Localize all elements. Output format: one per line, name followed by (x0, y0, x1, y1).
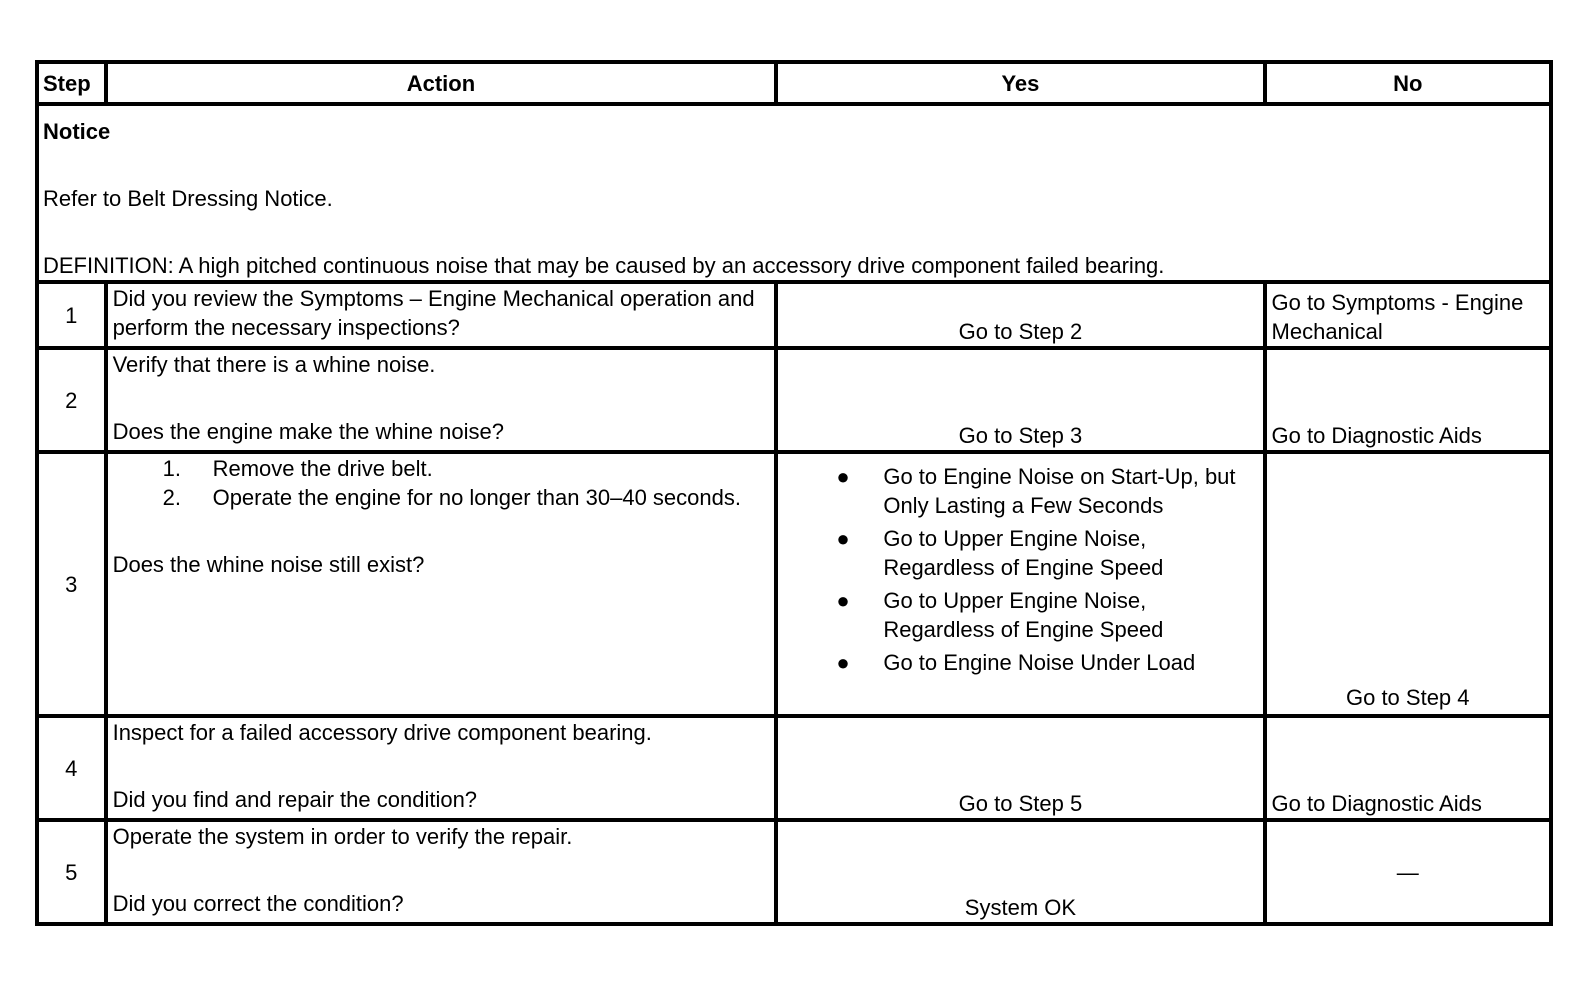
header-no: No (1265, 62, 1551, 104)
yes-cell: Go to Step 5 (776, 716, 1264, 820)
action-cell (106, 282, 777, 348)
yes-cell: Go to Step 3 (776, 348, 1264, 452)
bullet-text: Go to Engine Noise on Start-Up, but Only Lasting a Few Seconds (883, 464, 1236, 518)
no-cell: Go to Symptoms - Engine Mechanical (1265, 282, 1551, 348)
action-cell (106, 820, 777, 924)
bullet-item (783, 462, 1257, 520)
bullet-text: Go to Upper Engine Noise, Regardless of Engine Speed (883, 588, 1164, 642)
action-text: Verify that there is a whine noise. (112, 352, 436, 377)
bullet-icon: ● (836, 526, 850, 551)
action-question: Does the whine noise still exist? (112, 552, 425, 577)
step-number: 2 (37, 348, 106, 452)
bullet-item (783, 648, 1257, 677)
notice-definition: DEFINITION: A high pitched continuous noise that may be caused by an accessory drive component failed bearing. (43, 253, 1165, 278)
table-row (37, 282, 1551, 348)
no-cell: Go to Diagnostic Aids (1265, 716, 1551, 820)
action-cell (106, 716, 777, 820)
table-row (37, 452, 1551, 716)
action-question: Did you correct the condition? (112, 891, 404, 916)
step-number: 3 (37, 452, 106, 716)
bullet-item (783, 524, 1257, 582)
table-row (37, 820, 1551, 924)
notice-row (37, 104, 1551, 282)
no-cell: Go to Step 4 (1265, 452, 1551, 716)
no-cell: — (1265, 820, 1551, 924)
action-question: Does the engine make the whine noise? (112, 419, 504, 444)
bullet-text: Go to Upper Engine Noise, Regardless of Engine Speed (883, 526, 1164, 580)
header-step: Step (37, 62, 106, 104)
table-row (37, 348, 1551, 452)
bullet-icon: ● (836, 650, 850, 675)
notice-title: Notice (43, 119, 111, 144)
action-cell (106, 348, 777, 452)
header-action: Action (106, 62, 777, 104)
substep-list (113, 454, 770, 512)
substep-item: Remove the drive belt. (212, 456, 433, 481)
header-row (37, 62, 1551, 104)
table-row (37, 716, 1551, 820)
no-cell: Go to Diagnostic Aids (1265, 348, 1551, 452)
step-number: 4 (37, 716, 106, 820)
step-number: 5 (37, 820, 106, 924)
yes-cell: System OK (776, 820, 1264, 924)
bullet-text: Go to Engine Noise Under Load (883, 650, 1196, 675)
bullet-icon: ● (836, 588, 850, 613)
notice-reference: Refer to Belt Dressing Notice. (43, 186, 333, 211)
diagnostic-table (35, 60, 1553, 926)
header-yes: Yes (776, 62, 1264, 104)
substep-item: Operate the engine for no longer than 30–40 seconds. (212, 485, 741, 510)
step-number: 1 (37, 282, 106, 348)
yes-cell: Go to Step 2 (776, 282, 1264, 348)
notice-cell (37, 104, 1551, 282)
bullet-item (783, 586, 1257, 644)
action-text: Inspect for a failed accessory drive component bearing. (112, 720, 652, 745)
action-text: Did you review the Symptoms – Engine Mechanical operation and perform the necessary inspections? (112, 286, 755, 340)
action-question: Did you find and repair the condition? (112, 787, 478, 812)
yes-bullet-list (783, 454, 1257, 677)
action-cell (106, 452, 777, 716)
bullet-icon: ● (836, 464, 850, 489)
action-text: Operate the system in order to verify the repair. (112, 824, 573, 849)
yes-cell (776, 452, 1264, 716)
